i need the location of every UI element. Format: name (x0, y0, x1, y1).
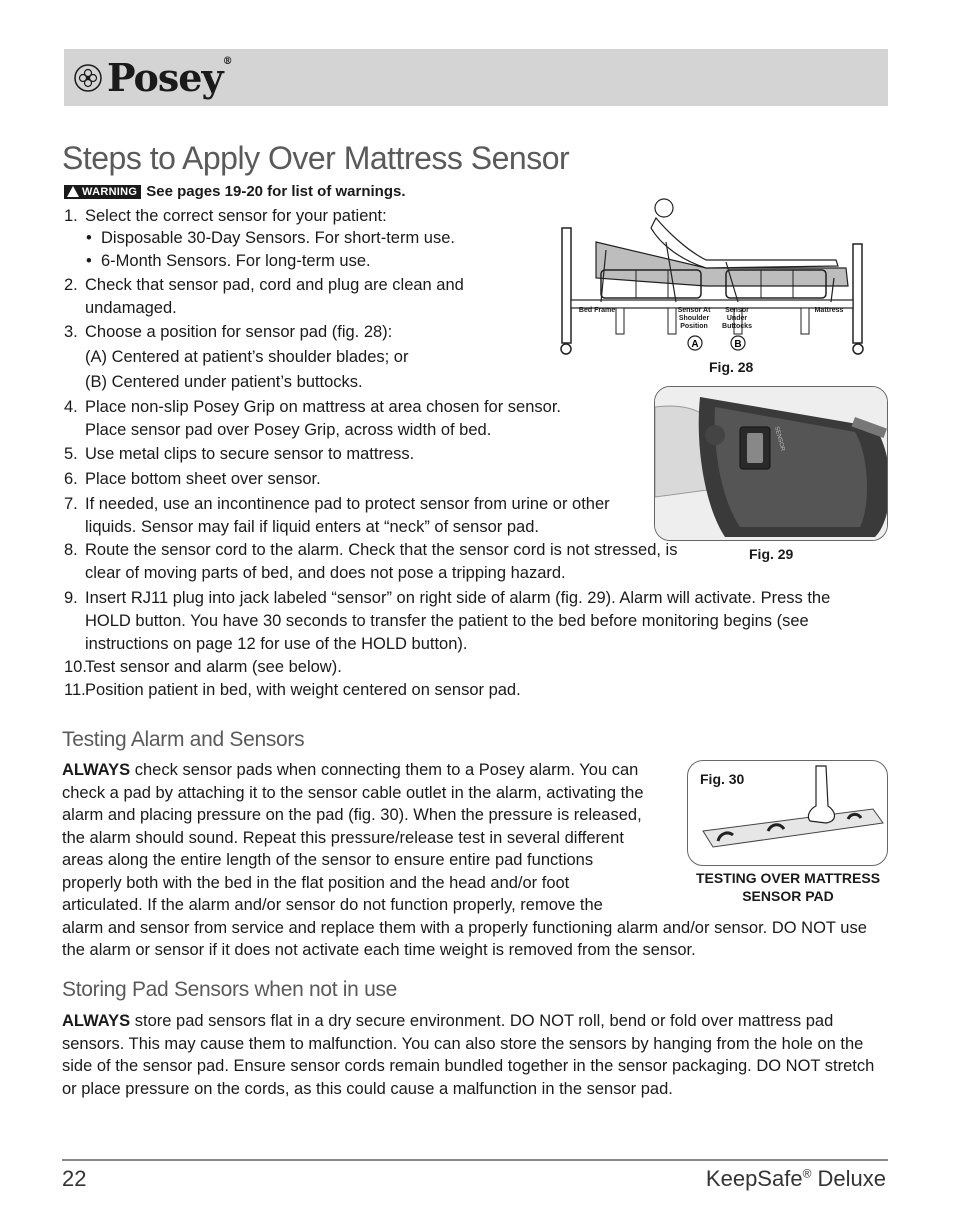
step-1: 1. Select the correct sensor for your patient: (64, 207, 387, 225)
testing-heading: Testing Alarm and Sensors (62, 728, 305, 751)
page-number: 22 (62, 1166, 87, 1191)
storing-text: store pad sensors flat in a dry secure environment. DO NOT roll, bend or fold over mattress pad sensors. This may cause them to malfunction. You can also store the sensors by hanging from the hole on the side of the sensor pad. Ensure sensor cords remain bundled together in the sensor packaging. DO NOT stretch or place pressure on the cords, as this could cause a malfunction in the sensor pad. (62, 1012, 875, 1098)
warning-triangle-icon (67, 186, 79, 197)
fig-30-frame (687, 760, 888, 866)
step-4: 4. Place non-slip Posey Grip on mattress at area chosen for sensor. Place sensor pad over Posey Grip, across width of bed. (64, 398, 561, 439)
fig-30-caption: Fig. 30 (700, 771, 745, 787)
posey-emblem-icon (73, 63, 103, 93)
bed-frame-label: Bed Frame (578, 307, 616, 314)
warning-line (64, 183, 406, 200)
fig-29-frame (654, 386, 888, 541)
page-title: Steps to Apply Over Mattress Sensor (62, 140, 570, 176)
fig-29-alarm-illustration (655, 387, 888, 541)
step-3-option-b: (B) Centered under patient’s buttocks. (85, 373, 363, 391)
step-8: 8. Route the sensor cord to the alarm. Check that the sensor cord is not stressed, is clear of moving parts of bed, and does not pose a tripping hazard. (64, 541, 678, 582)
sensor-buttocks-label: Sensor Under Buttocks (722, 307, 752, 330)
product-name: KeepSafe® Deluxe (705, 1166, 886, 1191)
fig-29-caption: Fig. 29 (749, 546, 794, 562)
brand-name: Posey® (107, 55, 232, 100)
footer-rule (62, 1159, 888, 1161)
sensor-jack-label: SENSOR (773, 425, 786, 452)
storing-heading: Storing Pad Sensors when not in use (62, 978, 398, 1001)
step-5: 5. Use metal clips to secure sensor to mattress. (64, 445, 415, 463)
storing-paragraph (62, 1010, 888, 1100)
storing-lead: ALWAYS (62, 1012, 131, 1030)
step-7: 7. If needed, use an incontinence pad to protect sensor from urine or other liquids. Sensor may fail if liquid enters at “neck” of sensor pad. (64, 495, 610, 536)
marker-b-label: B (734, 339, 742, 350)
fig-28-bed-illustration (556, 190, 876, 360)
warning-text: See pages 19-20 for list of warnings. (146, 183, 406, 200)
step-1-bullet: • Disposable 30-Day Sensors. For short-term use. (86, 229, 455, 247)
step-6: 6. Place bottom sheet over sensor. (64, 470, 321, 488)
step-3-option-a: (A) Centered at patient’s shoulder blades; or (85, 348, 409, 366)
posey-logo (73, 55, 232, 101)
step-9: 9. Insert RJ11 plug into jack labeled “sensor” on right side of alarm (fig. 29). Alarm will activate. Press the HOLD button. You have 30 seconds to transfer the patient to the bed before monitoring begins (see instructions on page 12 for use of the HOLD button). (64, 589, 831, 653)
mattress-label: Mattress (814, 307, 844, 314)
testing-text: check sensor pads when connecting them to a Posey alarm. You can check a pad by attaching it to the sensor cable outlet in the alarm, activating the alarm and placing pressure on the pad (fig. 30). When the pressure is released, the alarm should sound. Repeat this pressure/release test in several different areas along the entire length of the sensor to ensure entire pad functions properly both with the bed in the flat position and the head and/or foot articulated. If the alarm and/or sensor do not function properly, remove the alarm and sensor from service and replace them with a properly functioning alarm and/or sensor. DO NOT use the alarm or sensor if it does not activate each time weight is removed from the sensor. (62, 761, 867, 959)
step-3: 3. Choose a position for sensor pad (fig. 28): (64, 323, 393, 341)
marker-a-label: A (691, 339, 699, 350)
step-1-bullet: • 6-Month Sensors. For long-term use. (86, 252, 371, 270)
step-10: 10. Test sensor and alarm (see below). (64, 658, 342, 676)
warning-badge: WARNING (64, 185, 141, 199)
step-11: 11. Position patient in bed, with weight centered on sensor pad. (64, 681, 521, 699)
fig-28-caption: Fig. 28 (709, 359, 754, 375)
testing-lead: ALWAYS (62, 761, 131, 779)
fig-30-title: TESTING OVER MATTRESS SENSOR PAD (695, 870, 881, 904)
sensor-shoulder-label: Sensor At Shoulder Position (677, 307, 711, 330)
step-2: 2. Check that sensor pad, cord and plug are clean and undamaged. (64, 276, 464, 317)
